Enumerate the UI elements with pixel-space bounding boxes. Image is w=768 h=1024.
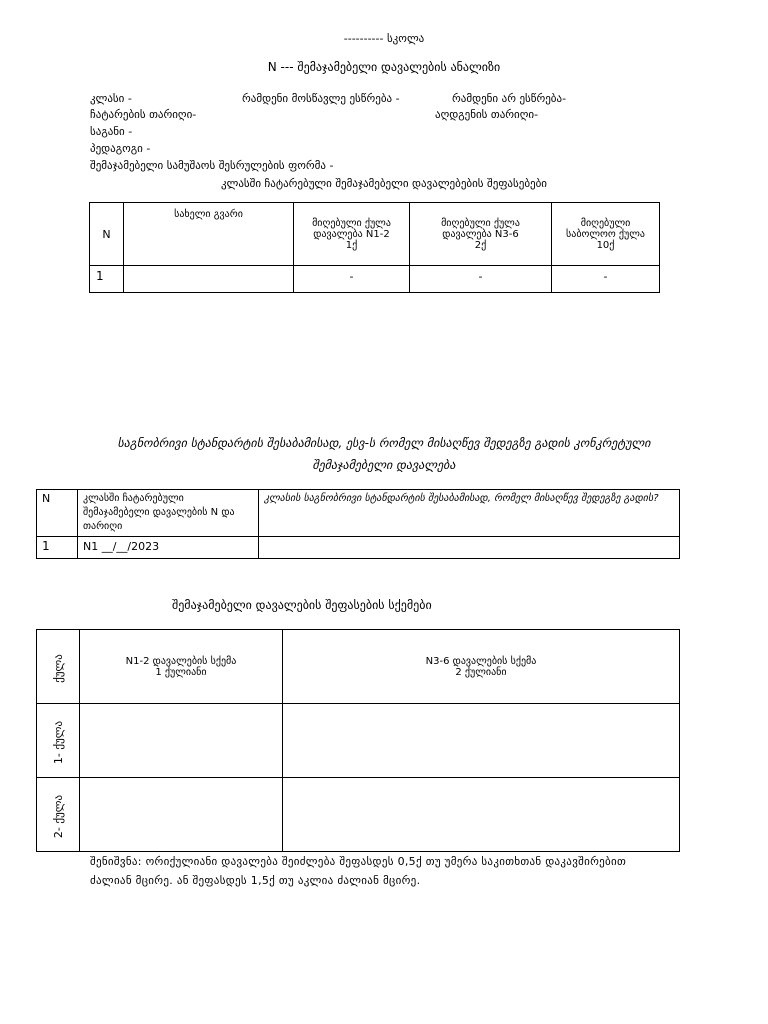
header-task12-line1: მიღებული ქულა (312, 217, 391, 229)
header-final-line1: მიღებული (580, 217, 631, 229)
row-number: 1 (90, 266, 124, 293)
header-final-line2: საბოლოო ქულა (566, 228, 645, 240)
row-name (124, 266, 294, 293)
row1-label: 1- ქულა (52, 720, 66, 765)
row2-label-cell (37, 778, 80, 852)
row-task-date: N1 __/__/2023 (78, 537, 259, 559)
header-name: სახელი გვარი (124, 203, 294, 266)
row1-label-cell (37, 704, 80, 778)
class-label: კლასი - (90, 92, 132, 105)
schemes-heading: შემაჯამებელი დავალების შეფასების სქემები (172, 598, 432, 612)
schemes-table (36, 629, 680, 852)
note-line2: ძალიან მცირე. ან შეფასდეს 1,5ქ თუ აკლია ძალიან მცირე. (90, 874, 421, 887)
header-task36-line2: დავალება N3-6 (442, 228, 519, 240)
header-task12 (294, 203, 410, 266)
conduct-date-label: ჩატარების თარიღი- (90, 108, 197, 121)
row2-label: 2- ქულა (52, 794, 66, 839)
header-task36-line3: 2ქ (474, 239, 487, 251)
scheme1-points: 1 ქულიანი (155, 666, 207, 678)
scheme2-header (283, 630, 680, 704)
header-task12-line2: დავალება N1-2 (313, 228, 390, 240)
table-header-row (37, 490, 680, 537)
teacher-label: პედაგოგი - (90, 142, 151, 155)
scheme2-points: 2 ქულიანი (455, 666, 507, 678)
table-row (90, 266, 660, 293)
scheme1-header (80, 630, 283, 704)
row1-scheme1-cell (80, 704, 283, 778)
table-row (37, 704, 680, 778)
form-label: შემაჯამებელი სამუშაოს შესრულების ფორმა - (90, 159, 334, 172)
students-present-label: რამდენი მოსწავლე ესწრება - (242, 92, 400, 105)
header-n: N (37, 490, 78, 537)
header-task-date: კლასში ჩატარებული შემაჯამებელი დავალების N და თარიღი (78, 490, 259, 537)
row-number: 1 (37, 537, 78, 559)
header-task12-line3: 1ქ (345, 239, 358, 251)
restore-date-label: აღდგენის თარიღი- (435, 108, 539, 121)
subject-label: საგანი - (90, 125, 133, 138)
header-final (552, 203, 660, 266)
row1-scheme2-cell (283, 704, 680, 778)
header-task36-line1: მიღებული ქულა (441, 217, 520, 229)
table1-caption: კლასში ჩატარებული შემაჯამებელი დავალებების შეფასებები (221, 177, 547, 190)
row-result (259, 537, 680, 559)
scores-table (89, 202, 660, 293)
standards-heading-line1: საგნობრივი სტანდარტის შესაბამისად, ესვ-ს რომელ მისაღწევ შედეგზე გადის კონკრეტული (117, 436, 651, 450)
students-absent-label: რამდენი არ ესწრება- (452, 92, 567, 105)
row2-scheme2-cell (283, 778, 680, 852)
standards-table (36, 489, 680, 559)
scheme2-title: N3-6 დავალების სქემა (425, 655, 537, 667)
header-result: კლასის საგნობრივი სტანდარტის შესაბამისად, რომელ მისაღწევ შედეგზე გადის? (259, 490, 680, 537)
header-task36 (410, 203, 552, 266)
table-header-row (37, 630, 680, 704)
row-score-task12: - (294, 266, 410, 293)
corner-cell (37, 630, 80, 704)
row-score-final: - (552, 266, 660, 293)
header-n: N (90, 203, 124, 266)
table-row (37, 537, 680, 559)
note-line1: შენიშვნა: ორიქულიანი დავალება შეიძლება შეფასდეს 0,5ქ თუ უმერა საკითხთან დაკავშირებით (90, 855, 627, 868)
row2-scheme1-cell (80, 778, 283, 852)
table-header-row (90, 203, 660, 266)
table-row (37, 778, 680, 852)
page-title: N --- შემაჯამებელი დავალების ანალიზი (267, 60, 501, 74)
standards-heading-line2: შემაჯამებელი დავალება (312, 458, 456, 472)
school-title: ---------- სკოლა (343, 32, 425, 45)
scheme1-title: N1-2 დავალების სქემა (125, 655, 237, 667)
header-final-line3: 10ქ (596, 239, 615, 251)
row-score-task36: - (410, 266, 552, 293)
score-label: ქულა (51, 654, 65, 683)
